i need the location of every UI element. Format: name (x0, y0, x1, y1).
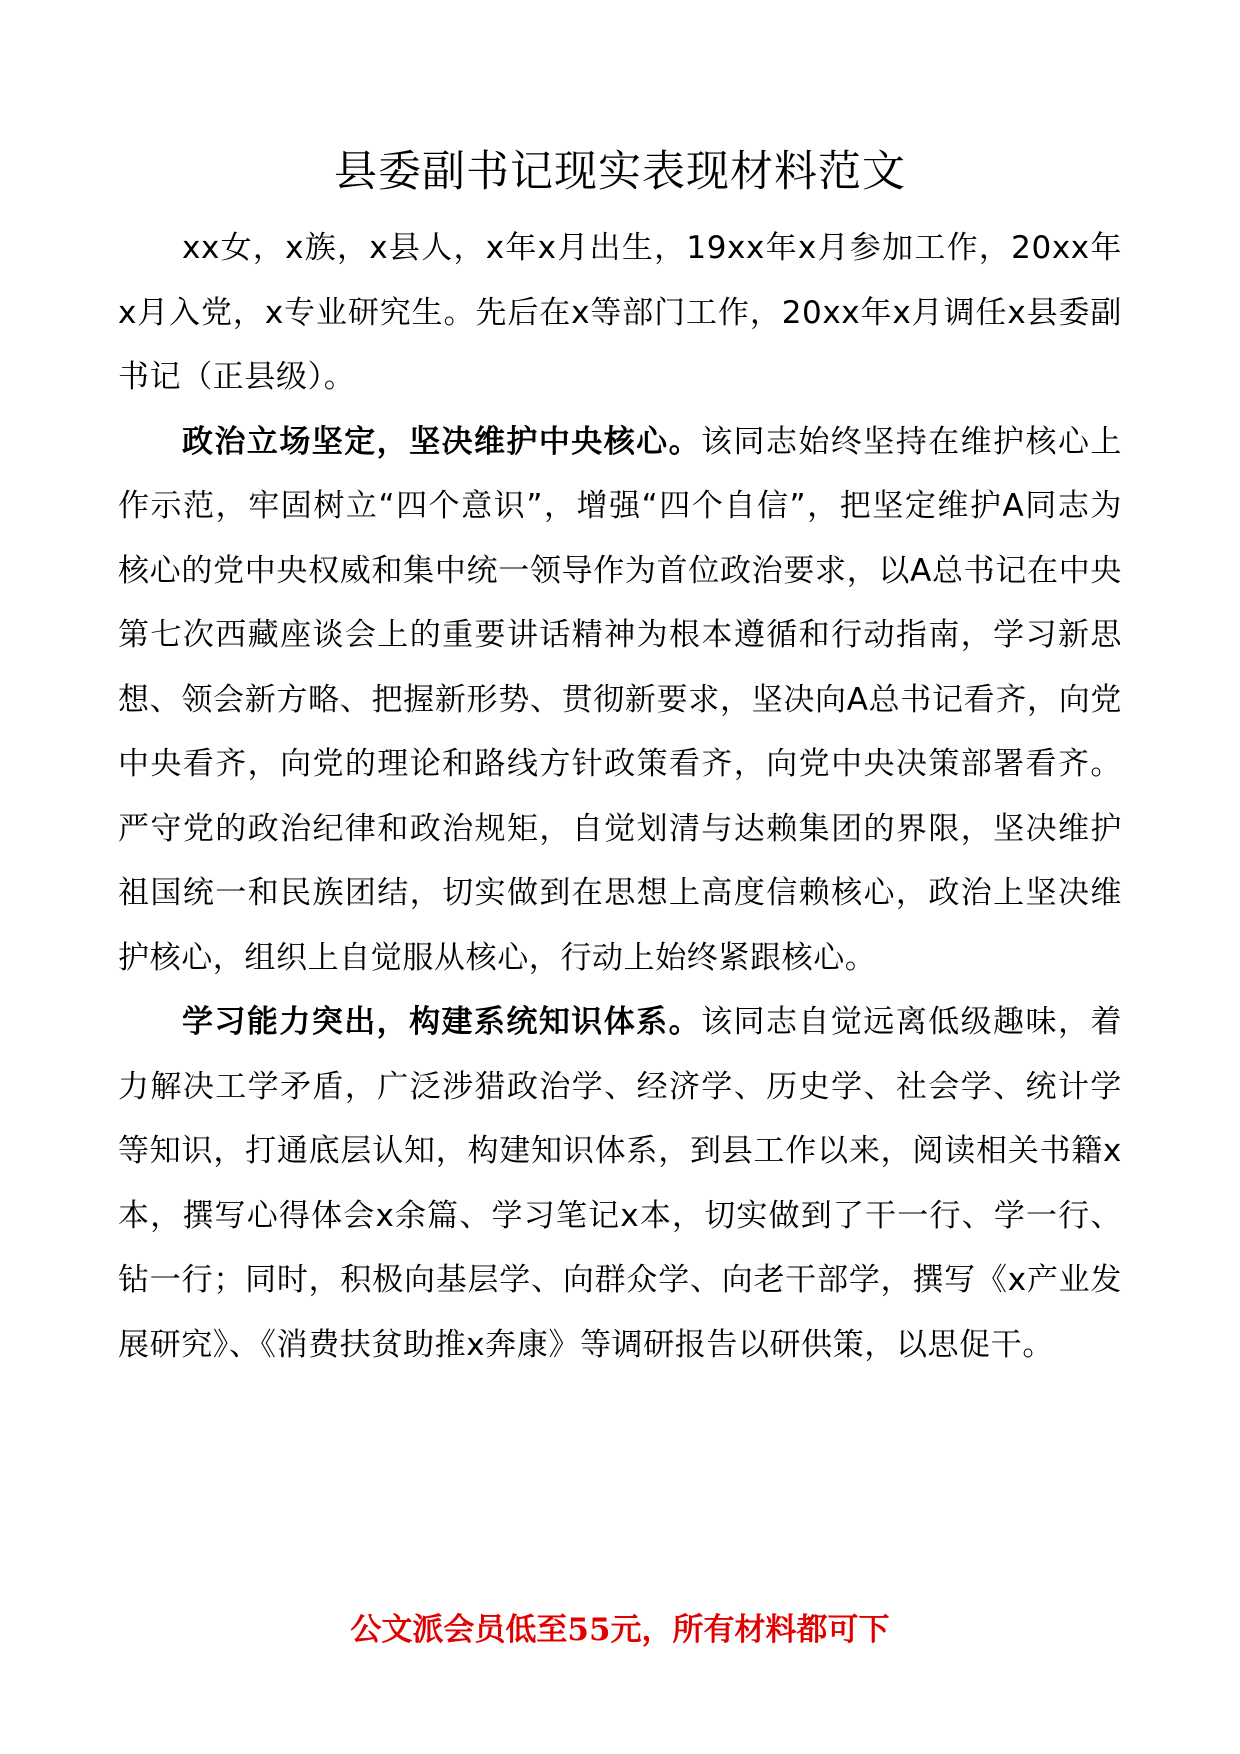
document-title: 县委副书记现实表现材料范文 (334, 147, 906, 197)
paragraph-lead: 政治立场坚定，坚决维护中央核心。 (182, 423, 702, 460)
paragraph-personal-info (118, 216, 1122, 410)
promo-footer-note: 公文派会员低至55元，所有材料都可下 (350, 1612, 890, 1648)
document-body (118, 216, 1122, 1377)
paragraph-text: 该同志自觉远离低级趣味，着力解决工学矛盾，广泛涉猎政治学、经济学、历史学、社会学、统计学等知识，打通底层认知，构建知识体系，到县工作以来，阅读相关书籍x本，撰写心得体会x余篇、学习笔记x本，切实做到了干一行、学一行、钻一行；同时，积极向基层学、向群众学、向老干部学，撰写《x产业发展研究》、《消费扶贫助推x奔康》等调研报告以研供策，以思促干。 (118, 1004, 1122, 1363)
paragraph-text: 该同志始终坚持在维护核心上作示范，牢固树立“四个意识”，增强“四个自信”，把坚定维护A同志为核心的党中央权威和集中统一领导作为首位政治要求，以A总书记在中央第七次西藏座谈会上的重要讲话精神为根本遵循和行动指南，学习新思想、领会新方略、把握新形势、贯彻新要求，坚决向A总书记看齐，向党中央看齐，向党的理论和路线方针政策看齐，向党中央决策部署看齐。严守党的政治纪律和政治规矩，自觉划清与达赖集团的界限，坚决维护祖国统一和民族团结，切实做到在思想上高度信赖核心，政治上坚决维护核心，组织上自觉服从核心，行动上始终紧跟核心。 (118, 423, 1122, 976)
paragraph-learning-ability (118, 990, 1122, 1377)
paragraph-political-stance (118, 410, 1122, 991)
paragraph-lead: 学习能力突出，构建系统知识体系。 (182, 1004, 702, 1040)
paragraph-text: xx女，x族，x县人，x年x月出生，19xx年x月参加工作，20xx年x月入党，x专业研究生。先后在x等部门工作，20xx年x月调任x县委副书记（正县级）。 (118, 230, 1122, 395)
